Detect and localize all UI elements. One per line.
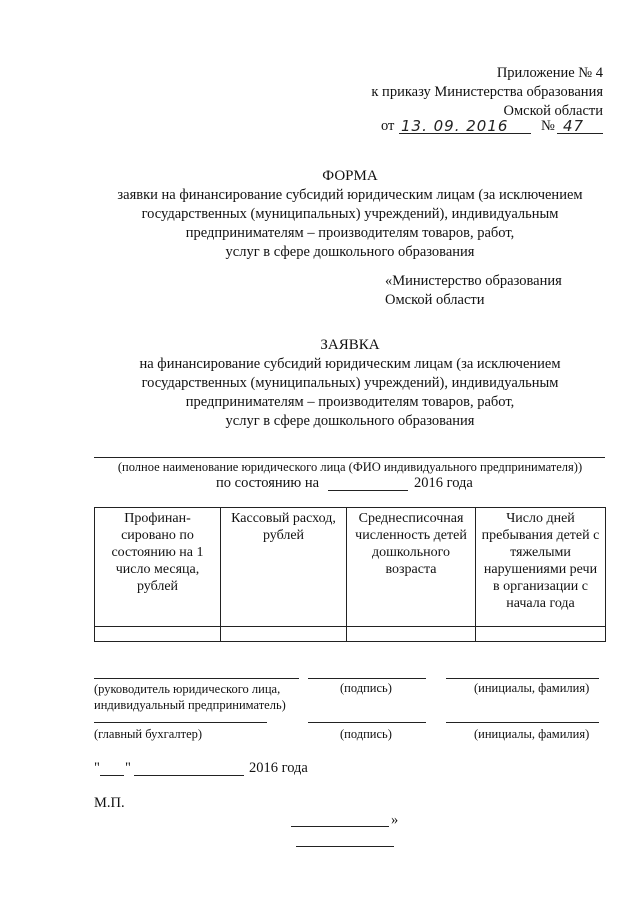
state-prefix: по состоянию на: [216, 475, 320, 491]
head-label-line-1: (руководитель юридического лица,: [94, 682, 281, 696]
addressee-line-1: «Министерство образования: [385, 273, 562, 289]
handwritten-date: 13. 09. 2016: [401, 117, 509, 135]
form-heading: ФОРМА: [322, 168, 378, 184]
initials-label-2: (инициалы, фамилия): [474, 727, 590, 741]
accountant-signature-line: [308, 722, 426, 723]
application-title-block: [60, 336, 640, 431]
number-underline: [557, 133, 603, 134]
state-date-row: [216, 475, 496, 495]
table-cell: [347, 627, 476, 642]
addressee-line-2: Омской области: [385, 292, 485, 308]
table-cell: [95, 627, 221, 642]
closing-quote: »: [391, 812, 399, 828]
table-row: [95, 627, 606, 642]
table-cell: [476, 627, 606, 642]
date-year: 2016 года: [249, 760, 308, 776]
application-title-line: государственных (муниципальных) учреждений), индивидуальным: [141, 375, 559, 391]
head-label-line-2: индивидуальный предприниматель): [94, 698, 286, 712]
appendix-line-1: Приложение № 4: [496, 65, 603, 81]
head-name-line: [94, 678, 299, 679]
table-header-row: [95, 508, 606, 627]
column-average-count: Среднесписочная численность детей дошкольного возраста: [347, 508, 476, 627]
quote-close: ": [125, 760, 131, 776]
form-title-line: государственных (муниципальных) учреждений), индивидуальным: [141, 206, 559, 222]
application-title-line: на финансирование субсидий юридическим лицам (за исключением: [139, 356, 561, 372]
head-signature-line: [308, 678, 426, 679]
appendix-line-2: к приказу Министерства образования: [371, 84, 603, 100]
form-title-line: заявки на финансирование субсидий юридическим лицам (за исключением: [117, 187, 583, 203]
closing-line-1: [291, 826, 389, 827]
head-label: [94, 681, 286, 713]
signature-label: (подпись): [340, 681, 392, 695]
accountant-name-line: [94, 722, 267, 723]
form-title-line: предпринимателям – производителям товаров, работ,: [185, 225, 515, 241]
signature-label-2: (подпись): [340, 727, 392, 741]
appendix-block: [371, 64, 603, 121]
date-underline: [399, 133, 531, 134]
head-initials-line: [446, 678, 599, 679]
day-blank: [100, 775, 124, 776]
state-date-blank: [328, 490, 408, 491]
accountant-initials-line: [446, 722, 599, 723]
column-financed: Профинан-сировано по состоянию на 1 число месяца, рублей: [95, 508, 221, 627]
number-label: №: [541, 118, 555, 134]
entity-name-line: [94, 457, 605, 458]
stamp-label: М.П.: [94, 795, 125, 811]
application-title-line: услуг в сфере дошкольного образования: [225, 413, 475, 429]
addressee-block: [385, 272, 562, 310]
application-title-line: предпринимателям – производителям товаров, работ,: [185, 394, 515, 410]
table-cell: [221, 627, 347, 642]
column-cash-expense: Кассовый расход, рублей: [221, 508, 347, 627]
initials-label: (инициалы, фамилия): [474, 681, 590, 695]
column-days-stay: Число дней пребывания детей с тяжелыми нарушениями речи в организации с начала года: [476, 508, 606, 627]
appendix-line-3: Омской области: [503, 103, 603, 119]
entity-caption: (полное наименование юридического лица (ФИО индивидуального предпринимателя)): [117, 460, 583, 474]
financing-table: [94, 507, 606, 642]
quote-open: ": [94, 760, 100, 776]
form-title-block: [60, 167, 640, 262]
order-date-number: [381, 118, 603, 138]
handwritten-number: 47: [563, 117, 585, 135]
accountant-label: (главный бухгалтер): [94, 727, 203, 741]
state-suffix: 2016 года: [414, 475, 473, 491]
from-label: от: [381, 118, 395, 134]
month-blank: [134, 775, 244, 776]
closing-line-2: [296, 846, 394, 847]
form-title-line: услуг в сфере дошкольного образования: [225, 244, 475, 260]
date-line: [94, 760, 334, 780]
application-heading: ЗАЯВКА: [320, 337, 380, 353]
